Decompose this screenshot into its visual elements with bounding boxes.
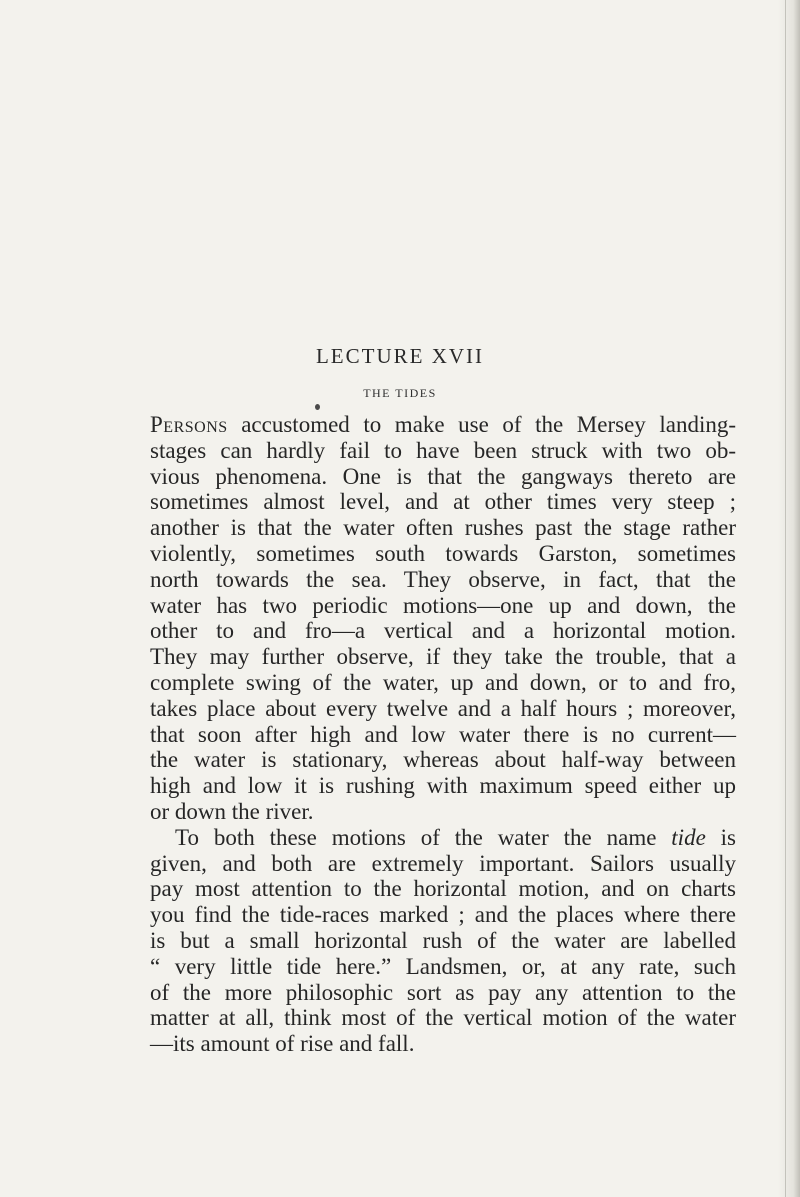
text-line: the water is stationary, whereas about half-way between — [150, 747, 736, 773]
text-line: takes place about every twelve and a half hours ; moreover, — [150, 695, 736, 721]
text-line: —its amount of rise and fall. — [150, 1031, 415, 1057]
text-line: sometimes almost level, and at other times very steep ; — [150, 489, 736, 515]
text-line: or down the river. — [150, 798, 314, 824]
lecture-title: LECTURE XVII — [315, 344, 485, 368]
text-line: high and low it is rushing with maximum speed either up — [150, 773, 736, 799]
text-line: matter at all, think most of the vertical motion of the water — [150, 1005, 736, 1031]
ornament-dot-icon — [315, 404, 320, 410]
page-edge-shadow — [778, 0, 800, 1197]
text-line: pay most attention to the horizontal motion, and on charts — [150, 876, 736, 902]
text-line: stages can hardly fail to have been struck with two ob- — [150, 437, 736, 463]
text-line: is but a small horizontal rush of the water are labelled — [150, 927, 736, 953]
text-line: vious phenomena. One is that the gangways thereto are — [150, 463, 736, 489]
text-line: complete swing of the water, up and down, or to and fro, — [150, 669, 736, 695]
text-line: other to and fro—a vertical and a horizontal motion. — [150, 618, 736, 644]
text-line: Persons accustomed to make use of the Mersey landing- — [150, 412, 736, 437]
text-line: They may further observe, if they take the trouble, that a — [150, 644, 736, 670]
text-line: water has two periodic motions—one up and down, the — [150, 592, 736, 618]
body-text — [150, 412, 736, 1057]
paragraph-1 — [150, 412, 736, 825]
text-line: “ very little tide here.” Landsmen, or, at any rate, such — [150, 953, 736, 979]
text-line: To both these motions of the water the name tide is — [175, 824, 737, 850]
italic-term: tide — [671, 824, 706, 850]
text-line: given, and both are extremely important. Sailors usually — [150, 850, 736, 876]
text-line: that soon after high and low water there is no current— — [150, 721, 736, 747]
page-edge-line — [785, 0, 786, 1197]
paragraph-2 — [150, 825, 736, 1057]
text-line: north towards the sea. They observe, in fact, that the — [150, 566, 736, 592]
text-line: you find the tide-races marked ; and the places where there — [150, 902, 736, 928]
text-line: violently, sometimes south towards Garston, sometimes — [150, 540, 736, 566]
section-title: THE TIDES — [363, 386, 437, 400]
text-line: another is that the water often rushes past the stage rather — [150, 515, 736, 541]
text-line: of the more philosophic sort as pay any attention to the — [150, 979, 736, 1005]
lead-word: Persons — [150, 412, 228, 437]
